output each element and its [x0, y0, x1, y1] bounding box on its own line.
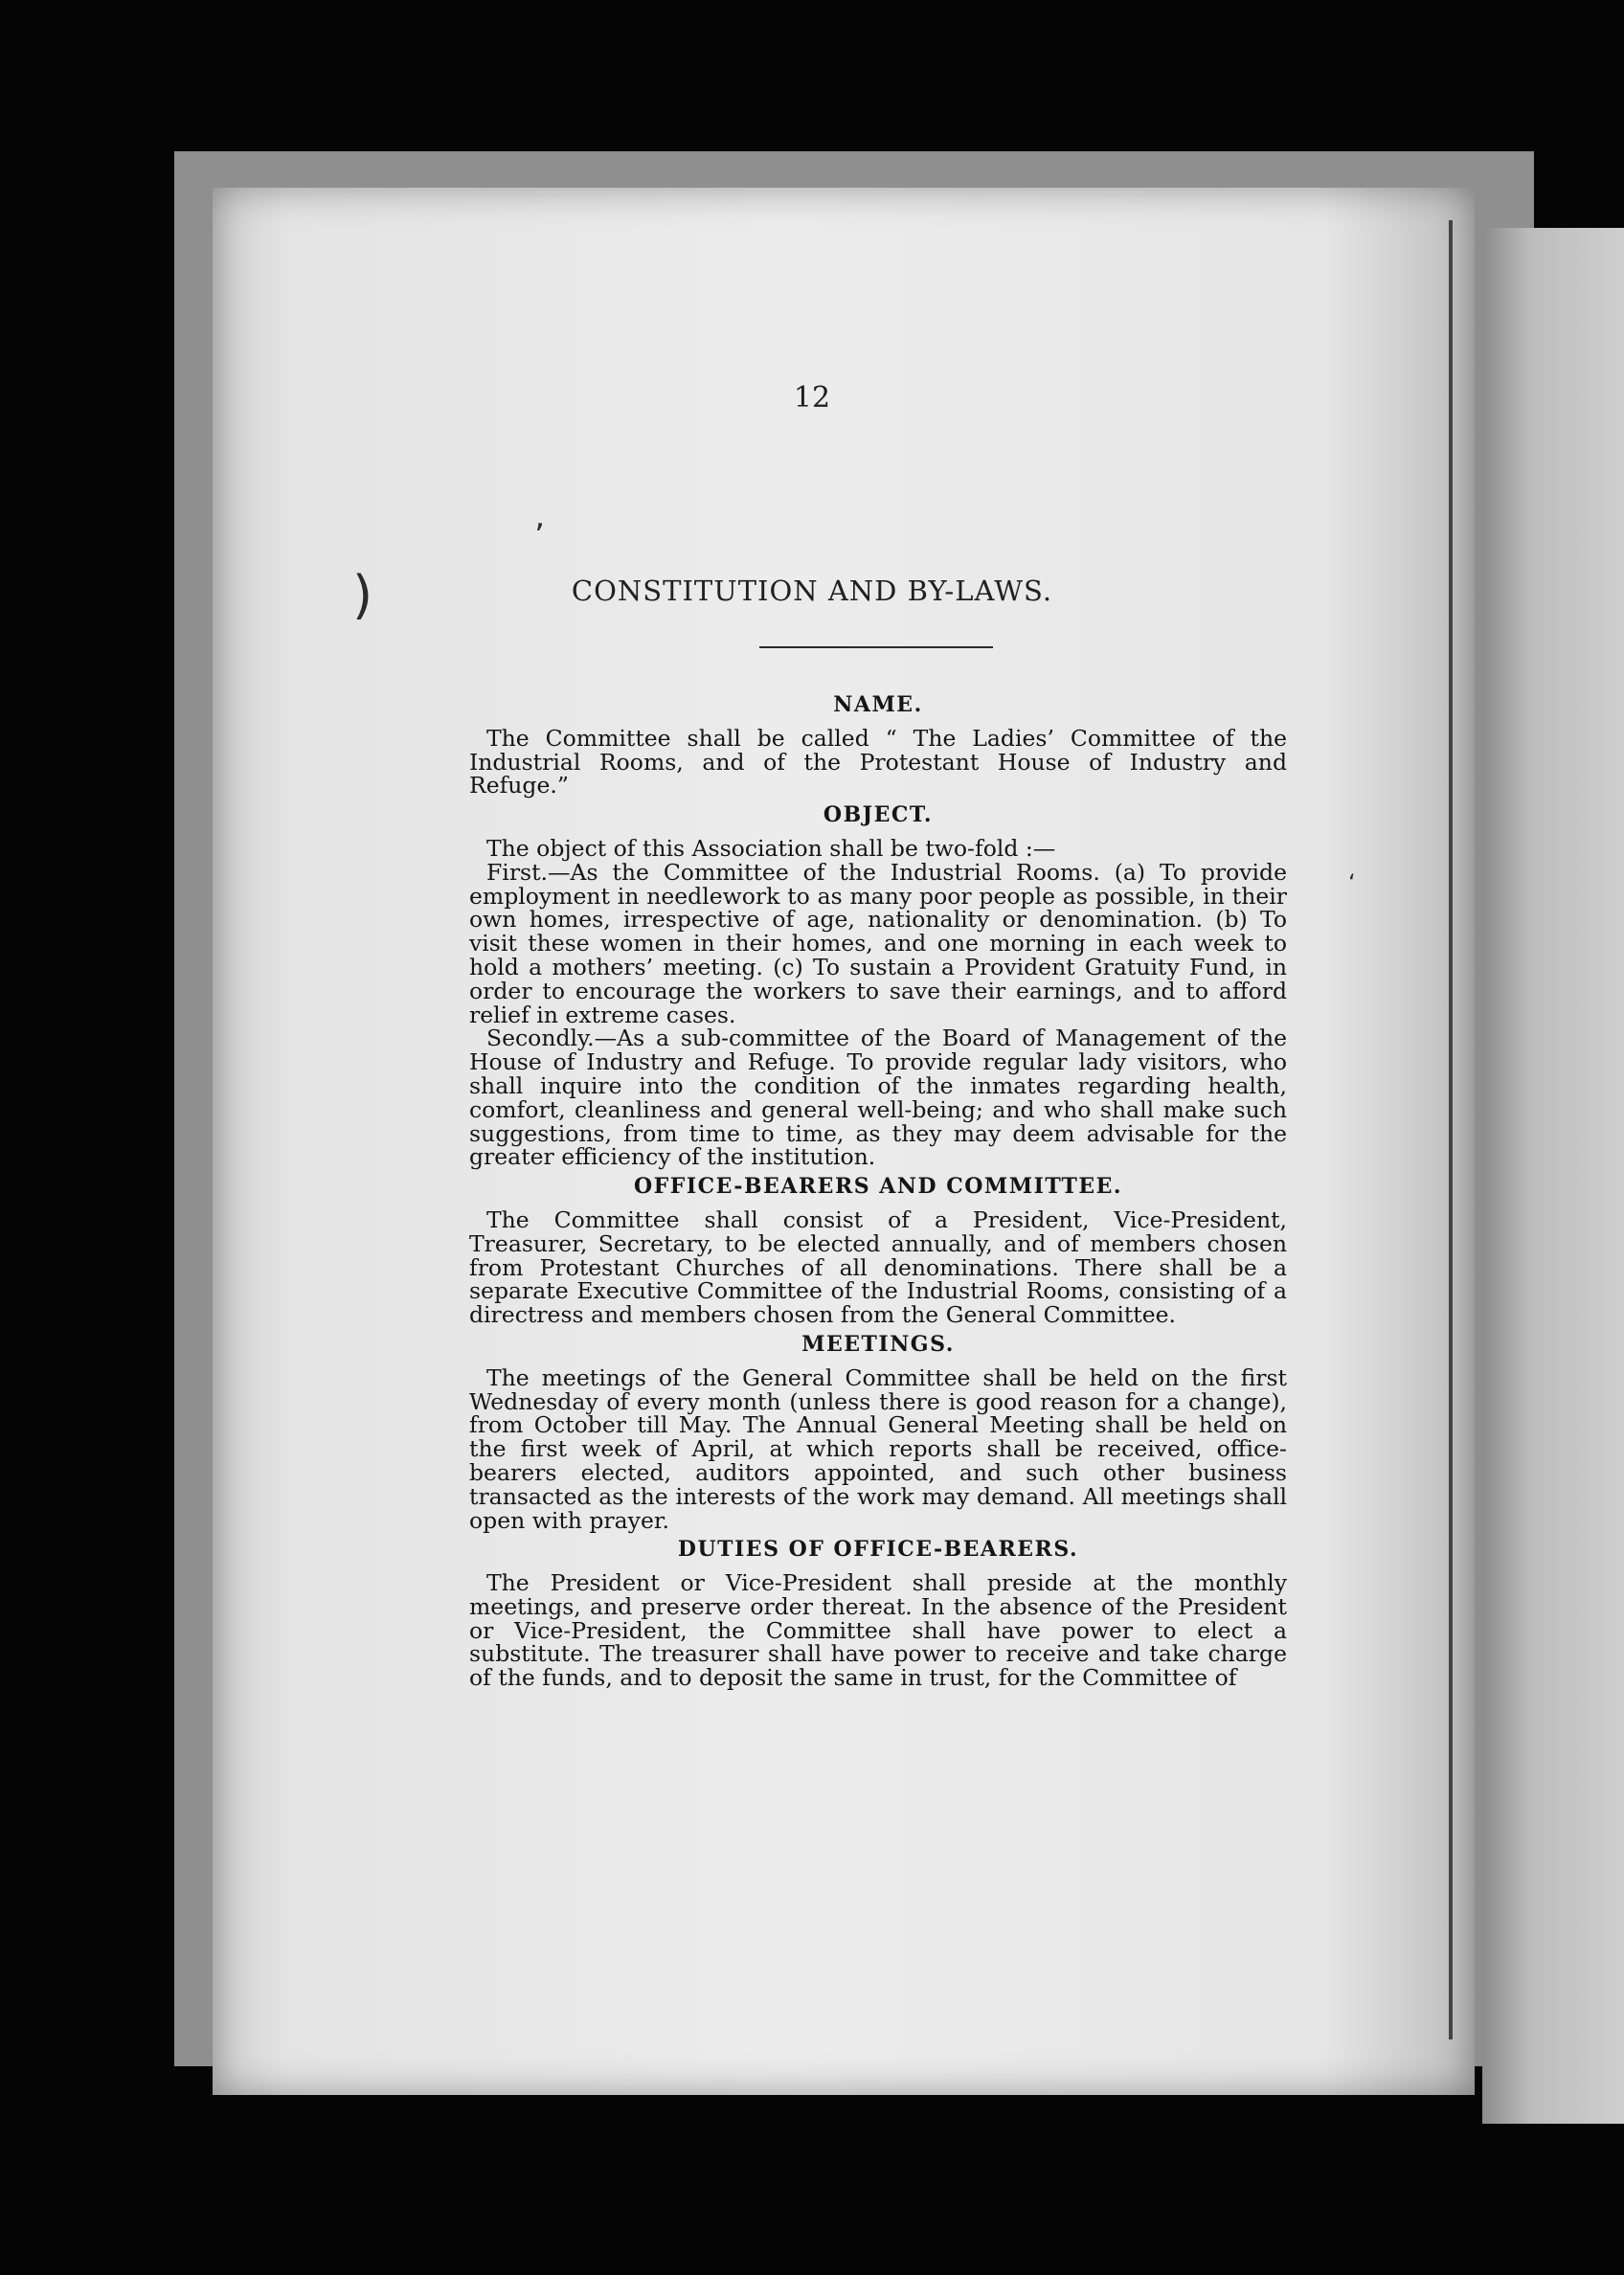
section-name	[469, 693, 1287, 798]
title-rule	[759, 646, 993, 648]
section-heading: OFFICE-BEARERS AND COMMITTEE.	[633, 1174, 1123, 1200]
facing-page-edge	[1482, 228, 1624, 2124]
paragraph: The Committee shall consist of a President, Vice-President, Treasurer, Secretary, to be elected annually, and of members chosen from Protestant Churches of all denominations. There shall be a separate Executive Committee of the Industrial Rooms, consisting of a directress and members chosen from the General Committee.	[469, 1205, 1287, 1329]
document-title: CONSTITUTION AND BY-LAWS.	[571, 574, 1053, 607]
paragraph: First.—As the Committee of the Industrial Rooms. (a) To provide employment in needlework to as many poor people as possible, in their own homes, irrespective of age, nationality or denomination. (b) To visit these women in their homes, and one morning in each week to hold a mothers’ meeting. (c) To sustain a Provident Gratuity Fund, in order to encourage the workers to save their earnings, and to afford relief in extreme cases.	[469, 858, 1287, 1028]
paragraph: Secondly.—As a sub-committee of the Board of Management of the House of Industry and Refuge. To provide regular lady visitors, who shall inquire into the condition of the inmates regarding health, comfort, cleanliness and general well-being; and who shall make such suggestions, from time to time, as they may deem advisable for the greater efficiency of the institution.	[469, 1025, 1287, 1171]
paragraph: The meetings of the General Committee shall be held on the first Wednesday of every month (unless there is good reason for a change), from October till May. The Annual General Meeting shall be held on the first week of April, at which reports shall be received, office-bearers elected, auditors appointed, and such other business transacted as the interests of the work may demand. All meetings shall open with prayer.	[469, 1363, 1287, 1534]
paragraph: The object of this Association shall be two-fold :—	[486, 834, 1056, 862]
section-meetings	[469, 1333, 1287, 1532]
scan-speck: )	[352, 565, 373, 625]
paragraph: The President or Vice-President shall preside at the monthly meetings, and preserve order thereat. In the absence of the President or Vice-President, the Committee shall have power to elect a substitute. The treasurer shall have power to receive and take charge of the funds, and to deposit the same in trust, for the Committee of	[469, 1569, 1287, 1692]
bylaws-body	[469, 687, 1287, 1690]
section-heading: DUTIES OF OFFICE-BEARERS.	[677, 1537, 1079, 1563]
page-gutter	[1449, 220, 1453, 2039]
paragraph: The Committee shall be called “ The Ladies’ Committee of the Industrial Rooms, and of the Protestant House of Industry and Refuge.”	[469, 724, 1287, 800]
section-duties	[469, 1538, 1287, 1690]
page-number: 12	[793, 381, 831, 415]
section-heading: MEETINGS.	[801, 1331, 955, 1357]
scan-speck: ’	[534, 517, 545, 555]
section-heading: NAME.	[833, 692, 923, 717]
section-office-bearers	[469, 1175, 1287, 1327]
scan-speck: ‘	[1348, 869, 1356, 896]
section-object	[469, 803, 1287, 1169]
section-heading: OBJECT.	[823, 802, 934, 828]
